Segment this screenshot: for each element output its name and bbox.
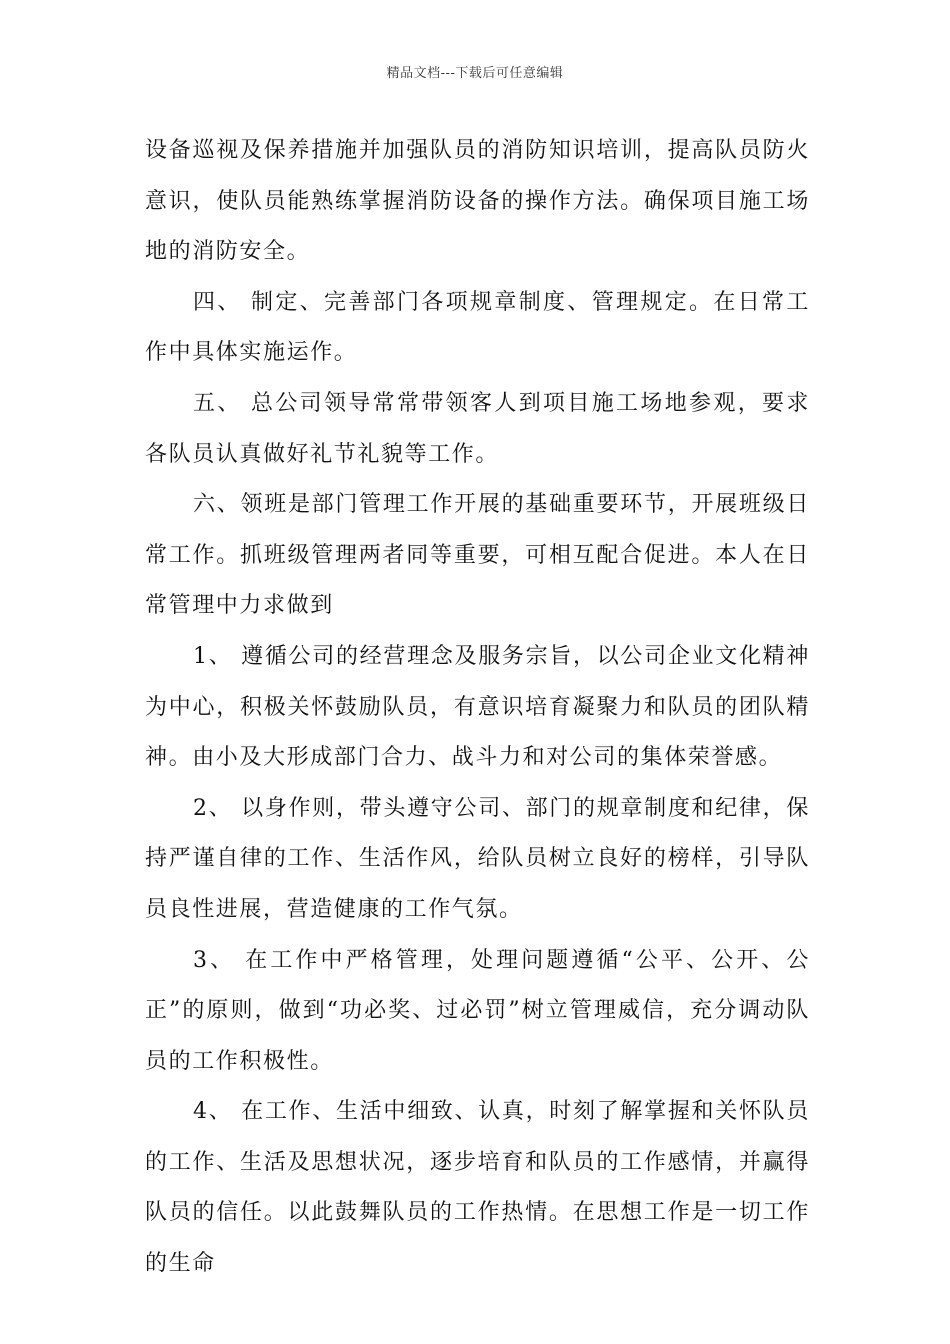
paragraph-subitem-1: 1、 遵循公司的经营理念及服务宗旨，以公司企业文化精神为中心，积极关怀鼓励队员，有意识培育凝聚力和队员的团队精神。由小及大形成部门合力、战斗力和对公司的集体荣誉感。 xyxy=(145,643,810,771)
page-header: 精品文档---下载后可任意编辑 xyxy=(386,66,564,81)
paragraph-item-6: 六、领班是部门管理工作开展的基础重要环节，开展班级日常工作。抓班级管理两者同等重要，可相互配合促进。本人在日常管理中力求做到 xyxy=(145,492,810,619)
paragraph-item-4: 四、 制定、完善部门各项规章制度、管理规定。在日常工作中具体实施运作。 xyxy=(145,289,810,366)
paragraph-subitem-2: 2、 以身作则，带头遵守公司、部门的规章制度和纪律，保持严谨自律的工作、生活作风，给队员树立良好的榜样，引导队员良性进展，营造健康的工作气氛。 xyxy=(145,795,810,922)
document-body xyxy=(145,126,810,1290)
paragraph-subitem-3: 3、 在工作中严格管理，处理问题遵循“公平、公开、公正”的原则，做到“功必奖、过必罚”树立管理威信，充分调动队员的工作积极性。 xyxy=(145,947,810,1074)
paragraph-item-5: 五、 总公司领导常常带领客人到项目施工场地参观，要求各队员认真做好礼节礼貌等工作。 xyxy=(145,390,810,467)
paragraph-subitem-4: 4、 在工作、生活中细致、认真，时刻了解掌握和关怀队员的工作、生活及思想状况，逐步培育和队员的工作感情，并赢得队员的信任。以此鼓舞队员的工作热情。在思想工作是一切工作的生命 xyxy=(145,1099,810,1277)
paragraph-continuation: 设备巡视及保养措施并加强队员的消防知识培训，提高队员防火意识，使队员能熟练掌握消防设备的操作方法。确保项目施工场地的消防安全。 xyxy=(145,138,810,265)
